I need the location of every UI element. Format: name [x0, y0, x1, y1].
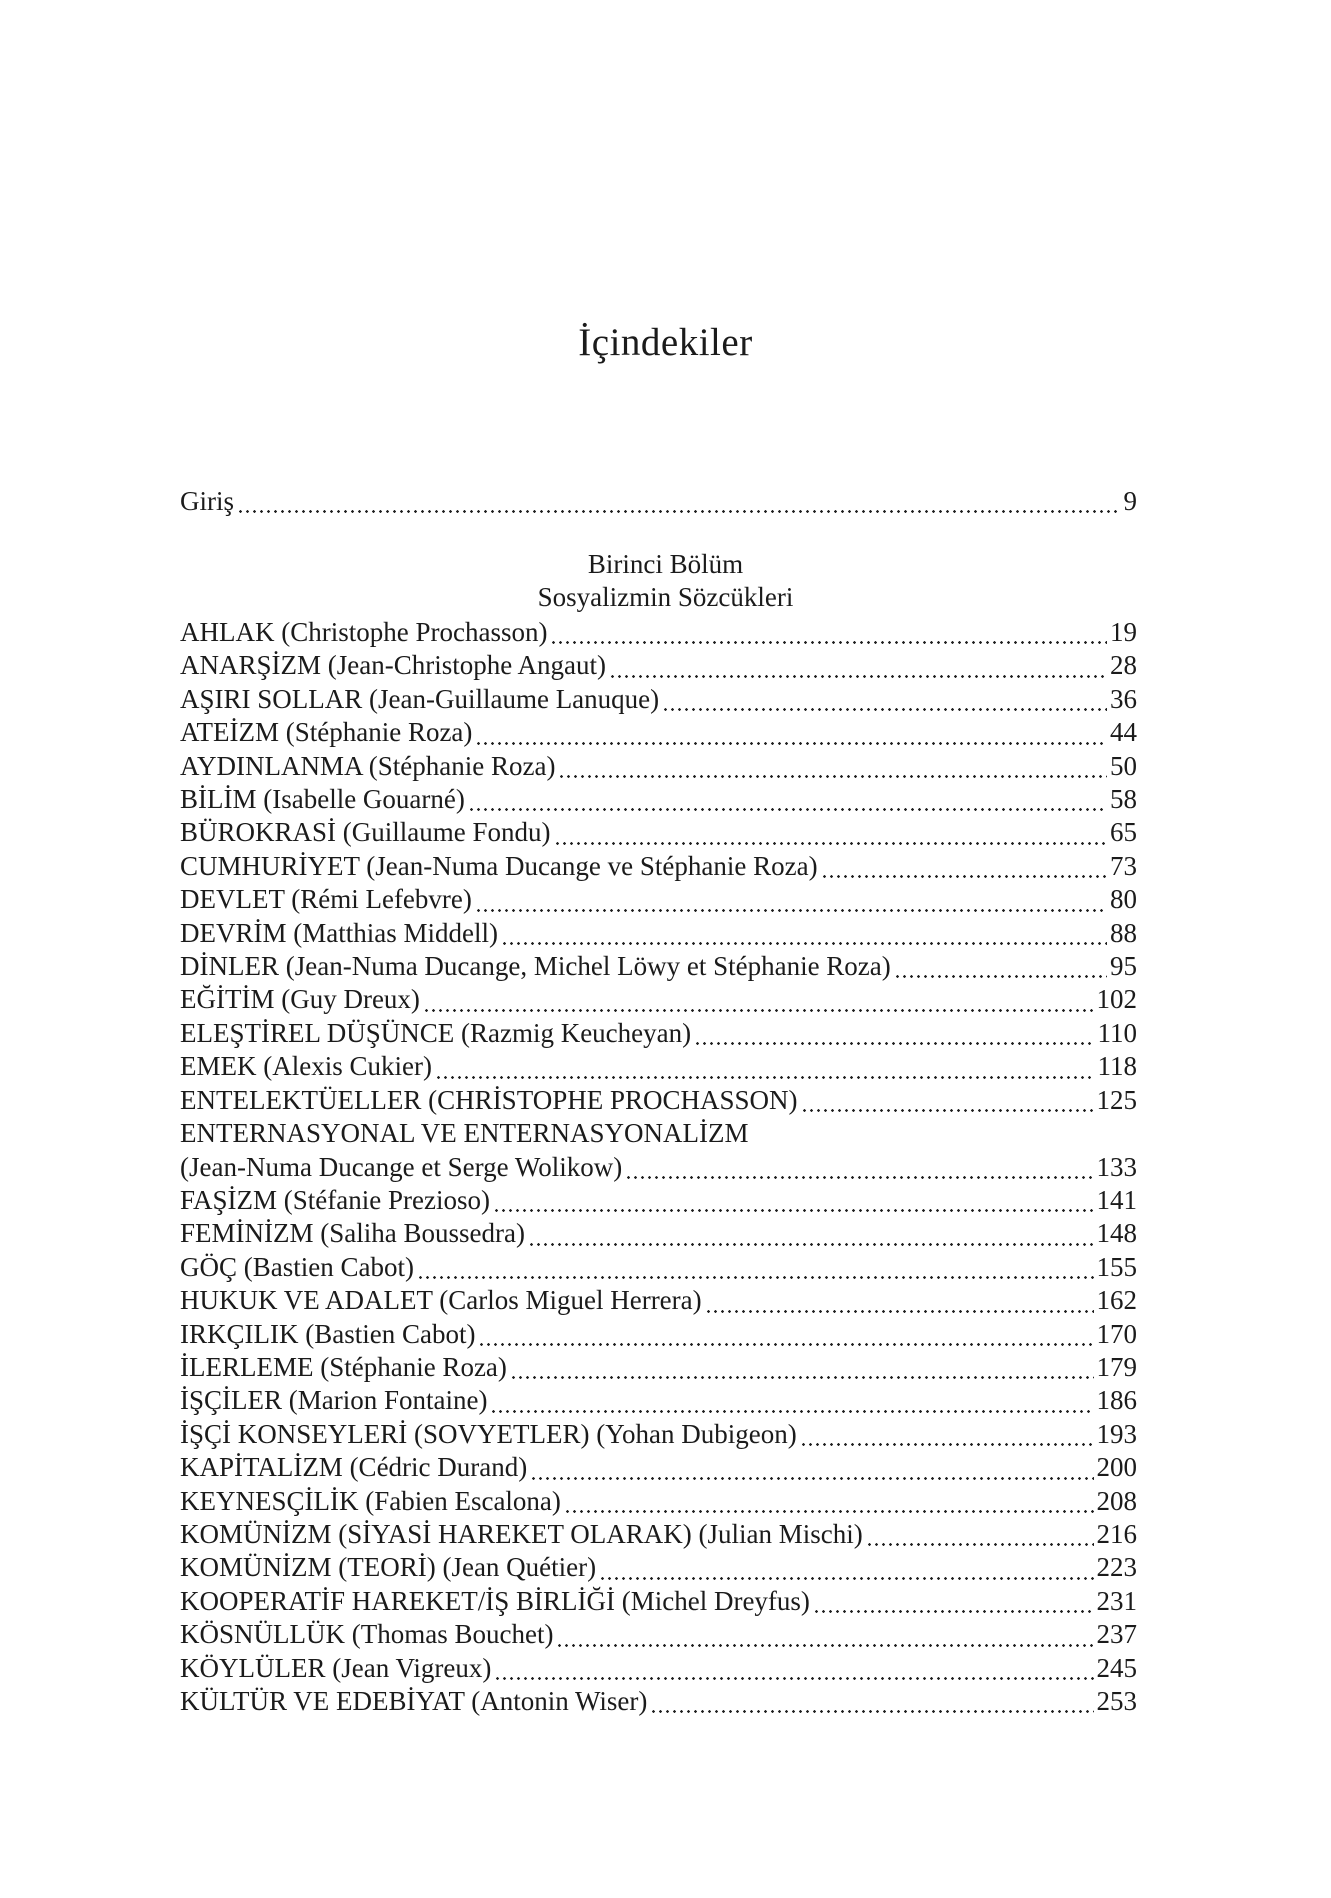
toc-entry — [180, 783, 1137, 816]
toc-entry-label: AHLAK (Christophe Prochasson) — [180, 617, 548, 647]
toc-entry-label: IRKÇILIK (Bastien Cabot) — [180, 1318, 476, 1349]
toc-entry-label: FEMİNİZM (Saliha Boussedra) — [180, 1218, 525, 1249]
dot-leader — [664, 683, 1107, 716]
toc-entry-label: KEYNESÇİLİK (Fabien Escalona) — [180, 1485, 561, 1516]
toc-entry-label: İŞÇİ KONSEYLERİ (SOVYETLER) (Yohan Dubigeon) — [180, 1418, 797, 1449]
dot-leader — [503, 917, 1107, 950]
toc-entry-page: 125 — [1096, 1084, 1137, 1115]
toc-entry-label: EĞİTİM (Guy Dreux) — [180, 984, 420, 1015]
toc-entry — [180, 850, 1137, 883]
dot-leader — [437, 1050, 1095, 1083]
toc-entry-page: 170 — [1096, 1318, 1137, 1349]
toc-entry-page: 223 — [1096, 1552, 1137, 1583]
toc-entry — [180, 1251, 1137, 1284]
toc-entry — [180, 917, 1137, 950]
toc-entry-page: 50 — [1110, 750, 1137, 781]
toc-entry-page: 237 — [1096, 1619, 1137, 1650]
dot-leader — [532, 1451, 1093, 1484]
toc-entry-page: 58 — [1110, 784, 1137, 815]
toc-entry-page: 9 — [1123, 486, 1137, 516]
toc-list — [180, 616, 1137, 1718]
toc-entry-page: 208 — [1096, 1485, 1137, 1516]
dot-leader — [477, 883, 1107, 916]
dot-leader — [868, 1518, 1094, 1551]
toc-entry-label: AŞIRI SOLLAR (Jean-Guillaume Lanuque) — [180, 683, 660, 714]
toc-entry-label: BÜROKRASİ (Guillaume Fondu) — [180, 817, 551, 848]
dot-leader — [495, 1184, 1094, 1217]
toc-entry-page: 95 — [1110, 951, 1137, 982]
toc-entry-page: 102 — [1096, 984, 1137, 1015]
toc-entry-page: 80 — [1110, 884, 1137, 915]
toc-entry — [180, 1551, 1137, 1584]
dot-leader — [627, 1151, 1093, 1184]
toc-entry-label: KÖSNÜLLÜK (Thomas Bouchet) — [180, 1619, 554, 1650]
toc-entry-label: CUMHURİYET (Jean-Numa Ducange ve Stéphanie Roza) — [180, 850, 818, 881]
toc-entry — [180, 883, 1137, 916]
toc-entry — [180, 1351, 1137, 1384]
toc-entry-label: ENTERNASYONAL VE ENTERNASYONALİZM — [180, 1118, 749, 1149]
toc-entry-label: AYDINLANMA (Stéphanie Roza) — [180, 750, 556, 781]
toc-entry — [180, 1017, 1137, 1050]
dot-leader — [753, 1117, 1134, 1150]
toc-intro-entry — [180, 485, 1137, 518]
toc-entry-label: KAPİTALİZM (Cédric Durand) — [180, 1452, 528, 1483]
toc-entry-page: 36 — [1110, 683, 1137, 714]
dot-leader — [419, 1251, 1094, 1284]
toc-entry-page: 19 — [1110, 617, 1137, 647]
dot-leader — [477, 716, 1107, 749]
dot-leader — [823, 850, 1107, 883]
toc-entry-page: 231 — [1096, 1585, 1137, 1616]
toc-entry — [180, 1084, 1137, 1117]
dot-leader — [480, 1318, 1093, 1351]
dot-leader — [239, 485, 1121, 518]
toc-entry-label: HUKUK VE ADALET (Carlos Miguel Herrera) — [180, 1285, 702, 1316]
toc-entry-page: 155 — [1096, 1251, 1137, 1282]
toc-entry-label: Giriş — [180, 486, 234, 516]
toc-entry-label: EMEK (Alexis Cukier) — [180, 1051, 432, 1082]
dot-leader — [802, 1418, 1094, 1451]
toc-entry — [180, 1284, 1137, 1317]
dot-leader — [566, 1485, 1094, 1518]
toc-entry — [180, 1518, 1137, 1551]
dot-leader — [558, 1618, 1093, 1651]
toc-entry-page: 200 — [1096, 1452, 1137, 1483]
toc-entry — [180, 1384, 1137, 1417]
toc-entry-page: 133 — [1096, 1151, 1137, 1182]
toc-entry — [180, 1418, 1137, 1451]
toc-entry-page: 193 — [1096, 1418, 1137, 1449]
toc-entry — [180, 1451, 1137, 1484]
dot-leader — [896, 950, 1107, 983]
toc-entry-label: KÖYLÜLER (Jean Vigreux) — [180, 1652, 492, 1683]
toc-entry-page: 88 — [1110, 917, 1137, 948]
toc-entry-page: 28 — [1110, 650, 1137, 681]
toc-entry — [180, 1652, 1137, 1685]
toc-entry-page: 73 — [1110, 850, 1137, 881]
toc-entry-label: KÜLTÜR VE EDEBİYAT (Antonin Wiser) — [180, 1686, 648, 1716]
toc-entry — [180, 716, 1137, 749]
toc-entry-label: KOMÜNİZM (TEORİ) (Jean Quétier) — [180, 1552, 597, 1583]
dot-leader — [803, 1084, 1094, 1117]
toc-entry-label: DEVRİM (Matthias Middell) — [180, 917, 498, 948]
toc-entry — [180, 950, 1137, 983]
dot-leader — [512, 1351, 1094, 1384]
toc-entry — [180, 1685, 1137, 1718]
toc-entry — [180, 1117, 1137, 1150]
toc-entry — [180, 1485, 1137, 1518]
dot-leader — [552, 616, 1107, 649]
toc-entry-label: KOMÜNİZM (SİYASİ HAREKET OLARAK) (Julian Mischi) — [180, 1518, 863, 1549]
toc-entry — [180, 683, 1137, 716]
toc-entry — [180, 1585, 1137, 1618]
dot-leader — [556, 816, 1108, 849]
toc-entry-label: ELEŞTİREL DÜŞÜNCE (Razmig Keucheyan) — [180, 1017, 692, 1048]
toc-entry — [180, 1050, 1137, 1083]
toc-entry — [180, 983, 1137, 1016]
toc-entry-label: DİNLER (Jean-Numa Ducange, Michel Löwy et Stéphanie Roza) — [180, 951, 891, 982]
toc-entry — [180, 649, 1137, 682]
dot-leader — [425, 983, 1094, 1016]
toc-entry — [180, 1217, 1137, 1250]
toc-entry-page: 179 — [1096, 1351, 1137, 1382]
toc-entry-label: BİLİM (Isabelle Gouarné) — [180, 784, 465, 815]
dot-leader — [611, 649, 1107, 682]
dot-leader — [492, 1384, 1093, 1417]
toc-entry-page: 65 — [1110, 817, 1137, 848]
toc-entry-page: 44 — [1110, 717, 1137, 748]
toc-entry — [180, 1318, 1137, 1351]
dot-leader — [696, 1017, 1094, 1050]
section-heading-line1: Birinci Bölüm — [587, 549, 744, 579]
toc-entry — [180, 750, 1137, 783]
toc-entry-page: 118 — [1097, 1051, 1137, 1082]
toc-entry — [180, 1618, 1137, 1651]
toc-entry — [180, 816, 1137, 849]
toc-entry-page: 162 — [1096, 1285, 1137, 1316]
section-heading — [0, 548, 1331, 615]
toc-entry-page: 186 — [1096, 1385, 1137, 1416]
dot-leader — [652, 1685, 1093, 1718]
toc-entry-label: FAŞİZM (Stéfanie Prezioso) — [180, 1184, 490, 1215]
toc-entry-label: (Jean-Numa Ducange et Serge Wolikow) — [180, 1151, 623, 1182]
toc-entry-label: GÖÇ (Bastien Cabot) — [180, 1251, 414, 1282]
toc-entry-label: ATEİZM (Stéphanie Roza) — [180, 717, 473, 748]
section-heading-line2: Sosyalizmin Sözcükleri — [537, 582, 794, 613]
dot-leader — [601, 1551, 1093, 1584]
toc-entry — [180, 616, 1137, 649]
toc-entry-page: 110 — [1097, 1017, 1137, 1048]
dot-leader — [530, 1217, 1094, 1250]
toc-entry-page: 245 — [1096, 1652, 1137, 1683]
dot-leader — [560, 750, 1107, 783]
toc-entry-label: KOOPERATİF HAREKET/İŞ BİRLİĞİ (Michel Dreyfus) — [180, 1585, 810, 1616]
toc-entry-page: 216 — [1096, 1518, 1137, 1549]
toc-entry-label: ANARŞİZM (Jean-Christophe Angaut) — [180, 650, 606, 681]
dot-leader — [496, 1652, 1093, 1685]
toc-entry-label: İLERLEME (Stéphanie Roza) — [180, 1351, 507, 1382]
dot-leader — [815, 1585, 1094, 1618]
dot-leader — [470, 783, 1107, 816]
toc-entry — [180, 1184, 1137, 1217]
toc-entry-page: 141 — [1096, 1184, 1137, 1215]
toc-entry-label: ENTELEKTÜELLER (CHRİSTOPHE PROCHASSON) — [180, 1084, 798, 1115]
dot-leader — [707, 1284, 1094, 1317]
toc-entry-page: 253 — [1096, 1686, 1137, 1716]
page-title: İçindekiler — [578, 321, 753, 364]
toc-entry-label: İŞÇİLER (Marion Fontaine) — [180, 1385, 488, 1416]
toc-entry — [180, 1151, 1137, 1184]
toc-entry-page: 148 — [1096, 1218, 1137, 1249]
toc-entry-label: DEVLET (Rémi Lefebvre) — [180, 884, 472, 915]
